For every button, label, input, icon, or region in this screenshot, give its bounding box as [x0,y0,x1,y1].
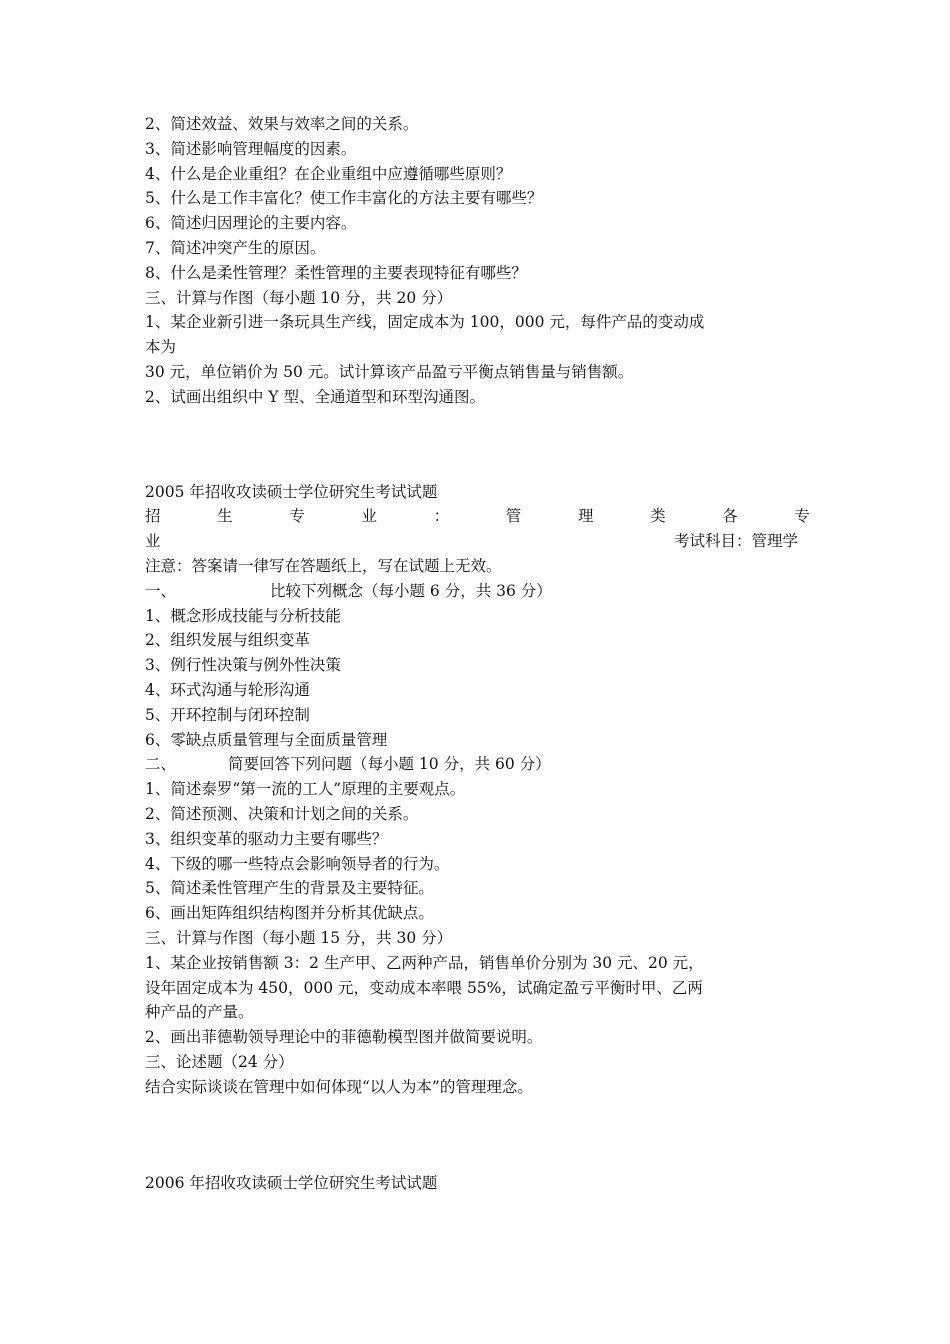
part-title: 简要回答下列问题（每小题 10 分，共 60 分） [228,755,551,774]
concept-item: 1、概念形成技能与分析技能 [145,606,341,625]
concept-item: 2、组织发展与组织变革 [145,631,310,650]
short-answer-item: 1、简述泰罗“第一流的工人”原理的主要观点。 [145,780,466,799]
major-char: 管 [505,507,522,526]
spacer [145,1099,810,1171]
major-char: 专 [289,507,305,526]
question-3: 3、简述影响管理幅度的因素。 [145,139,357,158]
major-char: 招 [145,507,161,526]
calc-item-1-line-1: 1、某企业按销售额 3：2 生产甲、乙两种产品，销售单价分别为 30 元、20 元， [145,953,704,972]
short-answer-item: 4、下级的哪一些特点会影响领导者的行为。 [145,854,450,873]
major-char: 类 [650,507,666,526]
question-2: 2、简述效益、效果与效率之间的关系。 [145,115,419,133]
part-title: 比较下列概念（每小题 6 分，共 36 分） [270,581,552,600]
essay-question: 结合实际谈谈在管理中如何体现“以人为本”的管理理念。 [145,1077,533,1096]
major-char: 业 [361,507,377,526]
major-line [145,504,810,529]
part-3-heading: 三、计算与作图（每小题 15 分，共 30 分） [145,928,453,947]
part-number: 二、 [145,755,177,774]
concept-item: 3、例行性决策与例外性决策 [145,656,341,675]
part-number: 一、 [145,581,177,600]
question-6: 6、简述归因理论的主要内容。 [145,214,357,233]
major-char: 生 [217,507,233,526]
notice: 注意：答案请一律写在答题纸上，写在试题上无效。 [145,556,502,575]
part-1-heading [145,579,810,604]
exam-title-2005: 2005 年招收攻读硕士学位研究生考试试题 [145,482,438,501]
calc-question-1-line-3: 30 元，单位销价为 50 元。试计算该产品盈亏平衡点销售量与销售额。 [145,362,634,381]
concept-item: 6、零缺点质量管理与全面质量管理 [145,730,388,749]
concept-item: 4、环式沟通与轮形沟通 [145,680,310,699]
calc-question-2: 2、试画出组织中 Y 型、全通道型和环型沟通图。 [145,387,485,406]
calc-question-1-line-2: 本为 [145,338,177,357]
exam-title-2006: 2006 年招收攻读硕士学位研究生考试试题 [145,1174,438,1193]
short-answer-item: 5、简述柔性管理产生的背景及主要特征。 [145,879,434,898]
exam-subject: 考试科目：管理学 [673,532,798,551]
major-char: 理 [577,507,594,526]
short-answer-item: 2、简述预测、决策和计划之间的关系。 [145,804,419,823]
question-8: 8、什么是柔性管理？柔性管理的主要表现特征有哪些？ [145,263,527,282]
spacer [145,410,810,480]
major-char: 各 [722,507,738,526]
concept-item: 5、开环控制与闭环控制 [145,705,310,724]
major-tail: 业 [145,532,161,551]
major-char: ： [433,507,450,526]
question-7: 7、简述冲突产生的原因。 [145,238,326,257]
part-4-heading: 三、论述题（24 分） [145,1052,294,1071]
subject-line [145,529,798,554]
calc-question-1-line-1: 1、某企业新引进一条玩具生产线，固定成本为 100，000 元，每件产品的变动成 [145,313,705,332]
calc-item-1-line-3: 种产品的产量。 [145,1003,254,1022]
calc-item-1-line-2: 设年固定成本为 450，000 元，变动成本率喂 55%，试确定盈亏平衡时甲、乙两 [145,978,703,997]
part-2-heading [145,752,810,777]
short-answer-item: 3、组织变革的驱动力主要有哪些？ [145,829,388,848]
document-page [145,112,810,1196]
section-heading: 三、计算与作图（每小题 10 分，共 20 分） [145,288,453,307]
major-char: 专 [794,507,810,526]
question-5: 5、什么是工作丰富化？使工作丰富化的方法主要有哪些？ [145,189,543,208]
question-4: 4、什么是企业重组？在企业重组中应遵循哪些原则？ [145,164,512,183]
short-answer-item: 6、画出矩阵组织结构图并分析其优缺点。 [145,904,434,923]
calc-item-2: 2、画出菲德勒领导理论中的菲德勒模型图并做简要说明。 [145,1028,543,1047]
